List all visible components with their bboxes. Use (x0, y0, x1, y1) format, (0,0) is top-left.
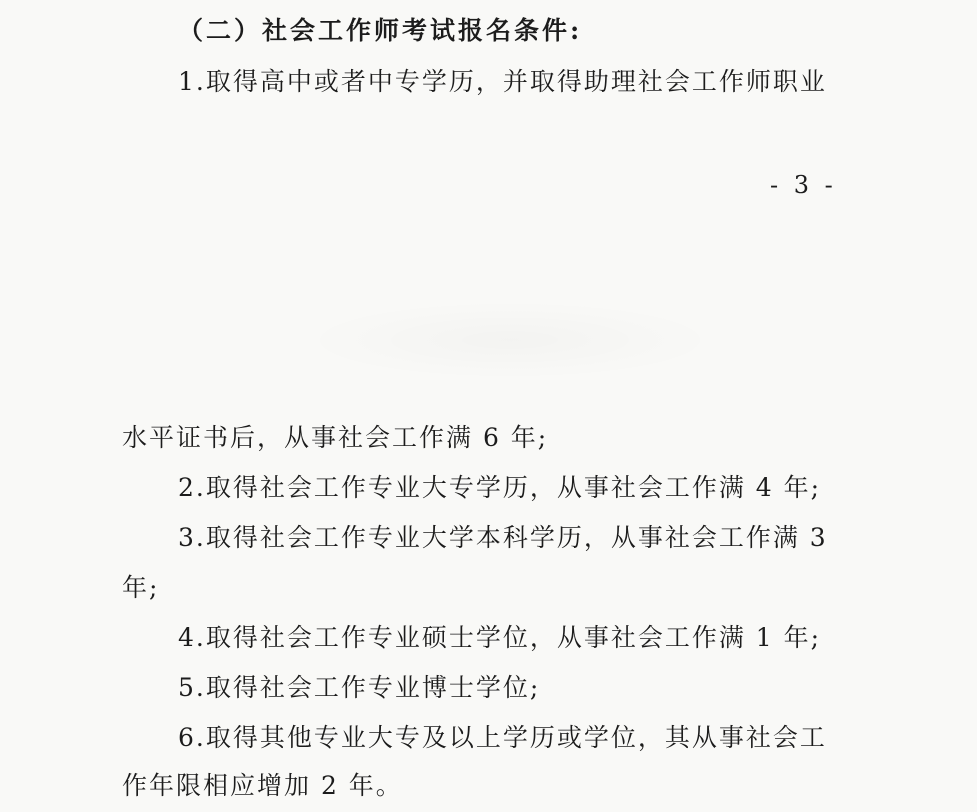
item-3-line-2: 年; (122, 573, 160, 602)
section-heading: （二）社会工作师考试报名条件: (178, 16, 583, 45)
page-break-shadow (300, 300, 720, 380)
item-1-line-2: 水平证书后，从事社会工作满 6 年; (122, 423, 549, 452)
item-1-line-1: 1.取得高中或者中专学历，并取得助理社会工作师职业 (178, 67, 827, 96)
item-6-line-2: 作年限相应增加 2 年。 (122, 771, 403, 800)
item-2: 2.取得社会工作专业大专学历，从事社会工作满 4 年; (178, 473, 822, 502)
item-6-line-1: 6.取得其他专业大专及以上学历或学位，其从事社会工 (178, 723, 827, 752)
page-number: - 3 - (770, 171, 837, 199)
item-4: 4.取得社会工作专业硕士学位，从事社会工作满 1 年; (178, 623, 822, 652)
item-5: 5.取得社会工作专业博士学位; (178, 673, 541, 702)
item-3-line-1: 3.取得社会工作专业大学本科学历，从事社会工作满 3 (178, 523, 828, 552)
